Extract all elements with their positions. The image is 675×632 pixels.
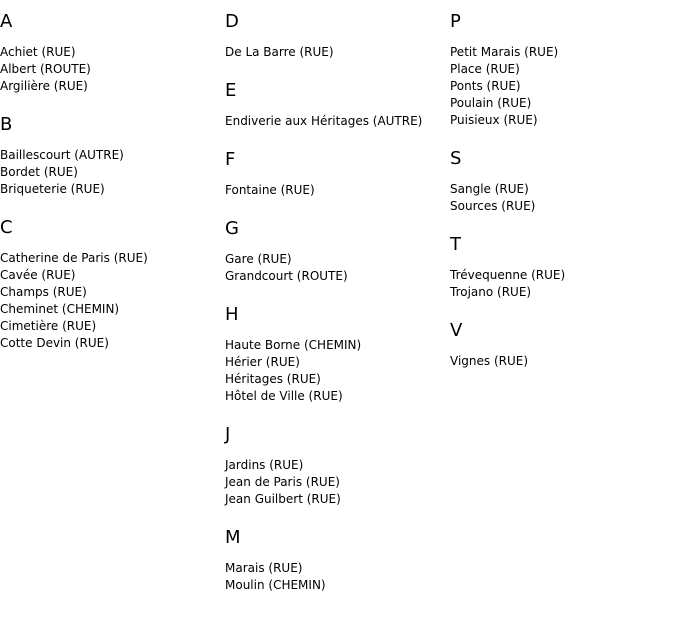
street-list <box>0 147 225 198</box>
street-list-item <box>225 560 450 577</box>
street-link[interactable]: Bordet (RUE) <box>0 165 78 179</box>
street-list <box>225 44 450 61</box>
street-list <box>225 337 450 405</box>
street-list-item <box>225 388 450 405</box>
street-list <box>0 44 225 95</box>
street-list-item <box>450 198 675 215</box>
letter-section-b <box>0 115 225 198</box>
letter-heading: A <box>0 11 13 32</box>
street-link[interactable]: Vignes (RUE) <box>450 354 529 368</box>
street-list-item <box>225 577 450 594</box>
letter-section-t <box>450 235 675 301</box>
letter-heading: P <box>450 11 461 32</box>
street-link[interactable]: Trojano (RUE) <box>450 285 532 299</box>
street-list <box>450 181 675 215</box>
street-link[interactable]: Fontaine (RUE) <box>225 183 315 197</box>
street-list-item <box>225 182 450 199</box>
street-column <box>225 12 450 614</box>
street-link[interactable]: Petit Marais (RUE) <box>450 45 559 59</box>
street-list <box>450 267 675 301</box>
street-link[interactable]: Héritages (RUE) <box>225 372 321 386</box>
letter-heading: C <box>0 217 13 238</box>
letter-heading: J <box>225 424 231 445</box>
street-list-item <box>450 61 675 78</box>
street-list-item <box>225 337 450 354</box>
street-link[interactable]: Champs (RUE) <box>0 285 87 299</box>
street-list-item <box>450 181 675 198</box>
street-link[interactable]: Jardins (RUE) <box>225 458 304 472</box>
street-link[interactable]: Hérier (RUE) <box>225 355 300 369</box>
street-list-item <box>0 147 225 164</box>
letter-heading: H <box>225 304 239 325</box>
street-list-item <box>0 301 225 318</box>
street-link[interactable]: Argilière (RUE) <box>0 79 88 93</box>
letter-heading: M <box>225 527 241 548</box>
street-link[interactable]: Achiet (RUE) <box>0 45 76 59</box>
street-list-item <box>450 284 675 301</box>
street-link[interactable]: De La Barre (RUE) <box>225 45 334 59</box>
street-link[interactable]: Jean Guilbert (RUE) <box>225 492 341 506</box>
letter-heading: V <box>450 320 463 341</box>
street-list-item <box>225 474 450 491</box>
letter-section-g <box>225 219 450 285</box>
letter-section-s <box>450 149 675 215</box>
street-column <box>0 12 225 372</box>
street-list-item <box>225 491 450 508</box>
street-link[interactable]: Grandcourt (ROUTE) <box>225 269 348 283</box>
street-list-item <box>450 353 675 370</box>
street-list-item <box>0 250 225 267</box>
letter-heading: D <box>225 11 239 32</box>
street-list <box>225 251 450 285</box>
letter-section-c <box>0 218 225 352</box>
street-list-item <box>225 44 450 61</box>
street-list-item <box>225 251 450 268</box>
letter-section-h <box>225 305 450 405</box>
street-list-item <box>450 44 675 61</box>
street-link[interactable]: Ponts (RUE) <box>450 79 521 93</box>
street-list <box>225 457 450 508</box>
street-list <box>225 560 450 594</box>
street-list-item <box>0 44 225 61</box>
street-link[interactable]: Sangle (RUE) <box>450 182 529 196</box>
street-column <box>450 12 675 390</box>
street-link[interactable]: Sources (RUE) <box>450 199 536 213</box>
letter-section-f <box>225 150 450 199</box>
street-list-item <box>225 371 450 388</box>
street-list <box>0 250 225 352</box>
letter-heading: B <box>0 114 13 135</box>
letter-heading: F <box>225 149 236 170</box>
street-link[interactable]: Haute Borne (CHEMIN) <box>225 338 362 352</box>
street-list-item <box>450 112 675 129</box>
letter-heading: T <box>450 234 461 255</box>
street-link[interactable]: Endiverie aux Héritages (AUTRE) <box>225 114 423 128</box>
street-link[interactable]: Hôtel de Ville (RUE) <box>225 389 343 403</box>
street-list-item <box>450 78 675 95</box>
letter-section-d <box>225 12 450 61</box>
street-link[interactable]: Trévequenne (RUE) <box>450 268 566 282</box>
street-list-item <box>0 61 225 78</box>
street-list-item <box>0 164 225 181</box>
street-link[interactable]: Catherine de Paris (RUE) <box>0 251 148 265</box>
letter-heading: G <box>225 218 239 239</box>
letter-heading: S <box>450 148 462 169</box>
street-list <box>225 113 450 130</box>
street-link[interactable]: Albert (ROUTE) <box>0 62 91 76</box>
street-link[interactable]: Poulain (RUE) <box>450 96 532 110</box>
street-link[interactable]: Moulin (CHEMIN) <box>225 578 326 592</box>
street-list <box>450 44 675 129</box>
street-link[interactable]: Marais (RUE) <box>225 561 303 575</box>
street-list-item <box>225 268 450 285</box>
letter-section-e <box>225 81 450 130</box>
letter-section-j <box>225 425 450 508</box>
letter-section-m <box>225 528 450 594</box>
street-list <box>225 182 450 199</box>
letter-section-v <box>450 321 675 370</box>
street-list-item <box>225 457 450 474</box>
street-list-item <box>0 267 225 284</box>
street-link[interactable]: Cheminet (CHEMIN) <box>0 302 120 316</box>
street-list <box>450 353 675 370</box>
street-list-item <box>0 318 225 335</box>
street-list-item <box>450 95 675 112</box>
street-link[interactable]: Place (RUE) <box>450 62 520 76</box>
letter-section-p <box>450 12 675 129</box>
street-link[interactable]: Cavée (RUE) <box>0 268 76 282</box>
street-list-item <box>0 335 225 352</box>
street-link[interactable]: Jean de Paris (RUE) <box>225 475 340 489</box>
street-list-item <box>0 181 225 198</box>
street-list-item <box>0 78 225 95</box>
letter-heading: E <box>225 80 237 101</box>
street-link[interactable]: Puisieux (RUE) <box>450 113 538 127</box>
street-link[interactable]: Cotte Devin (RUE) <box>0 336 109 350</box>
street-link[interactable]: Gare (RUE) <box>225 252 292 266</box>
street-link[interactable]: Cimetière (RUE) <box>0 319 97 333</box>
letter-section-a <box>0 12 225 95</box>
street-list-item <box>225 113 450 130</box>
street-list-item <box>450 267 675 284</box>
street-link[interactable]: Baillescourt (AUTRE) <box>0 148 124 162</box>
street-list-item <box>0 284 225 301</box>
street-link[interactable]: Briqueterie (RUE) <box>0 182 105 196</box>
street-list-item <box>225 354 450 371</box>
